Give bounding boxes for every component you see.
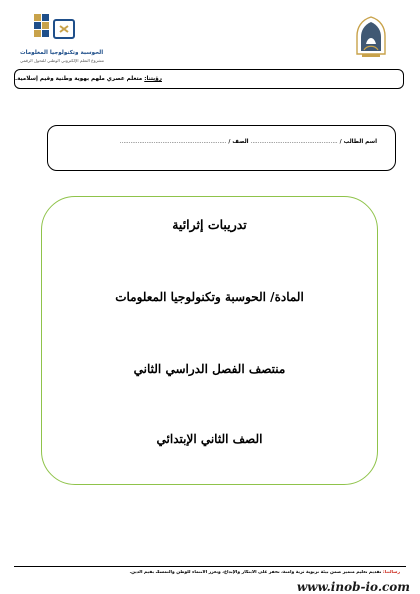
site-watermark: www.inob-io.com (296, 580, 410, 594)
grade-line: الصف الثاني الإبتدائي (156, 432, 263, 446)
student-name-field[interactable]: ................................................. (250, 139, 338, 145)
logo-subtitle: مشروع التعلم الإلكتروني الوطني للتحول الرقمي (20, 58, 104, 63)
footer-divider (14, 566, 406, 567)
student-info-row (120, 139, 377, 145)
computing-logo-icon (20, 10, 86, 50)
mission-text: تقديم تعليم متميز ضمن بيئة تربوية ثرية وآمنة، تحفز على الابتكار والإبداع، وتعزز الانتماء للوطن والتمسك بقيم الدين. (129, 570, 382, 575)
student-name-label: اسم الطالب / (339, 139, 377, 145)
vision-banner (14, 69, 404, 89)
vision-label: رؤيتنا: (144, 76, 162, 82)
student-info-box (47, 125, 396, 171)
grade-label: الصف / (228, 139, 249, 145)
mission-label: رسالتنا: (382, 570, 400, 575)
term-line: منتصف الفصل الدراسي الثاني (133, 362, 286, 376)
subject-line: المادة/ الحوسبة وتكنولوجيا المعلومات (115, 290, 304, 304)
title-card (41, 196, 378, 485)
worksheet-title: تدريبات إثرائية (172, 217, 247, 232)
computing-it-logo (20, 10, 104, 66)
ministry-emblem-icon (350, 14, 392, 62)
mission-statement (120, 570, 400, 575)
vision-text: متعلم عصري ملهم بهوية وطنية وقيم إسلامية. (15, 76, 143, 82)
logo-title: الحوسبة وتكنولوجيا المعلومات (20, 50, 104, 56)
grade-field[interactable]: ............................................................ (119, 139, 227, 145)
